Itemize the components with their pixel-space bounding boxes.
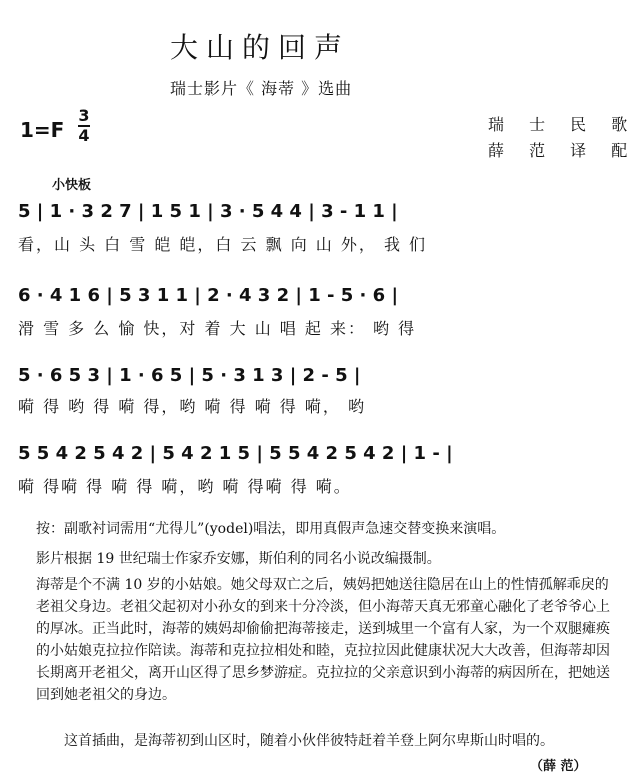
lyrics-row-2: 滑 雪 多 么 愉 快，对 着 大 山 唱 起 来： 哟 得: [18, 319, 417, 338]
lyrics-row-1: 看，山 头 白 雪 皑 皑，白 云 飘 向 山 外， 我 们: [18, 235, 428, 254]
paragraph-story: 海蒂是个不满 10 岁的小姑娘。她父母双亡之后，姨妈把她送往隐居在山上的性情孤解乖戾的老祖父身边。老祖父起初对小孙女的到来十分冷淡，但小海蒂天真无邪童心融化了老爷爷心上的厚冰。正当此时，海蒂的姨妈却偷偷把海蒂接走，送到城里一个富有人家，为一个双腿瘫痪的小姑娘克拉拉作陪读。海蒂和克拉拉相处和睦，克拉拉因此健康状况大大改善，但海蒂却因长期离开老祖父，离开山区得了思乡梦游症。克拉拉的父亲意识到小海蒂的病因所在，把她送回到她老祖父的身边。: [36, 577, 610, 703]
lyrics-row-4: 嗬 得嗬 得 嗬 得 嗬，哟 嗬 得嗬 得 嗬。: [18, 477, 352, 496]
credit-origin: 瑞 士 民 歌: [488, 115, 638, 134]
song-title: 大山的回声: [170, 31, 351, 64]
performance-note: 按：副歌衬词需用“尤得儿”(yodel)唱法，即用真假声急速交替变换来演唱。: [36, 521, 506, 537]
key-signature: 1=F: [20, 118, 65, 142]
tempo-mark: 小快板: [52, 178, 92, 193]
music-row-4: 5 5 4 2 5 4 2 | 5 4 2 1 5 | 5 5 4 2 5 4 2 | 1 - |: [18, 442, 453, 464]
credit-translator: 薛 范 译 配: [488, 141, 638, 160]
time-signature: [78, 108, 90, 144]
meter-bottom: 4: [78, 126, 90, 145]
music-row-3: 5 · 6 5 3 | 1 · 6 5 | 5 · 3 1 3 | 2 - 5 |: [18, 364, 361, 386]
paragraph-context: 这首插曲，是海蒂初到山区时，随着小伙伴彼特赶着羊登上阿尔卑斯山时唱的。: [64, 733, 554, 749]
lyrics-row-3: 嗬 得 哟 得 嗬 得，哟 嗬 得 嗬 得 嗬， 哟: [18, 397, 366, 416]
meter-top: 3: [78, 106, 90, 125]
song-subtitle: 瑞士影片《 海蒂 》选曲: [170, 79, 353, 98]
paragraph-source: 影片根据 19 世纪瑞士作家乔安娜，斯伯利的同名小说改编摄制。: [36, 551, 441, 567]
signature: （薛 范）: [530, 759, 587, 774]
music-row-2: 6 · 4 1 6 | 5 3 1 1 | 2 · 4 3 2 | 1 - 5 · 6 |: [18, 284, 399, 306]
music-row-1: 5 | 1 · 3 2 7 | 1 5 1 | 3 · 5 4 4 | 3 - 1 1 |: [18, 200, 398, 222]
